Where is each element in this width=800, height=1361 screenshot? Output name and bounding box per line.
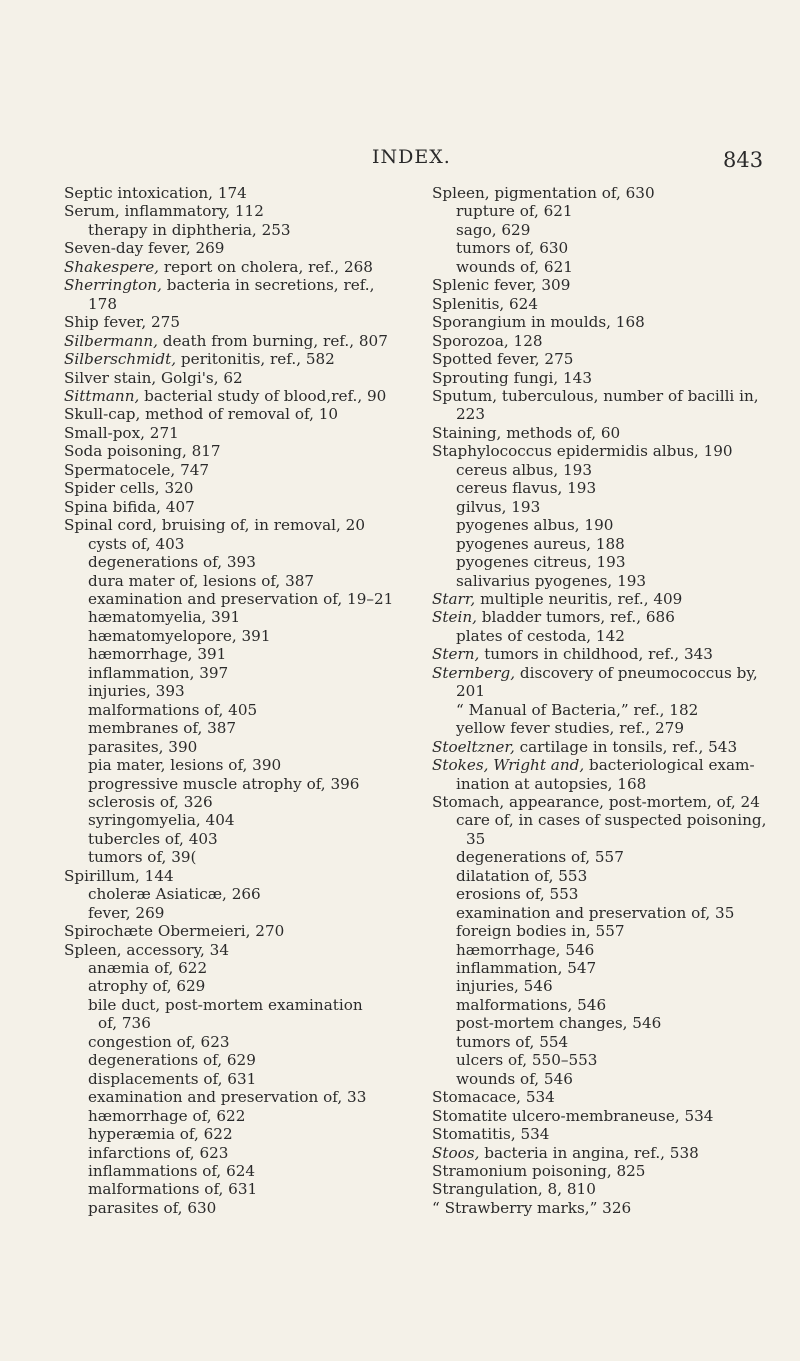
index-entry-text: bladder tumors, ref., 686: [476, 608, 675, 627]
index-entry-text: syringomyelia, 404: [88, 811, 235, 830]
index-entry-text: wounds of, 621: [456, 257, 573, 276]
index-entry-text: “ Strawberry marks,” 326: [432, 1198, 632, 1217]
index-entry-text: parasites, 390: [88, 737, 198, 756]
index-entry-text: multiple neuritis, ref., 409: [475, 589, 683, 608]
index-entry-text: cysts of, 403: [88, 534, 185, 553]
index-entry-text: gilvus, 193: [456, 497, 541, 516]
index-entry: [432, 977, 772, 995]
index-entry-text: hæmatomyelopore, 391: [88, 626, 271, 645]
index-entry: [64, 1199, 404, 1217]
index-entry: [432, 221, 772, 239]
index-entry-text: erosions of, 553: [456, 885, 579, 904]
index-entry-text: hæmatomyelia, 391: [88, 608, 241, 627]
index-entry-text: care of, in cases of suspected poisoning,: [456, 811, 767, 830]
index-entry-text: Ship fever, 275: [64, 313, 181, 332]
index-entry-text: Skull-cap, method of removal of, 10: [64, 405, 339, 424]
index-entry: [432, 1162, 772, 1180]
index-entry: [64, 313, 404, 331]
index-entry-text: injuries, 546: [456, 977, 553, 996]
index-entry-text: bile duct, post-mortem examination: [88, 995, 363, 1014]
index-entry: [432, 553, 772, 571]
index-entry-author: Silberschmidt,: [64, 350, 177, 369]
index-entry: [432, 645, 772, 663]
index-entry: [64, 959, 404, 977]
index-entry-text: plates of cestoda, 142: [456, 626, 625, 645]
index-entry-text: degenerations of, 629: [88, 1051, 256, 1070]
index-entry: [432, 276, 772, 294]
index-entry-text: hyperæmia of, 622: [88, 1125, 233, 1144]
index-entry: [64, 405, 404, 423]
index-entry-text: Soda poisoning, 817: [64, 442, 221, 461]
index-entry-text: bacteria in secretions, ref.,: [161, 276, 375, 295]
index-entry-text: tumors in childhood, ref., 343: [479, 645, 713, 664]
index-entry: [64, 1162, 404, 1180]
index-entry-text: cereus albus, 193: [456, 460, 592, 479]
index-entry: [64, 867, 404, 885]
index-entry: [432, 904, 772, 922]
index-entry: [432, 442, 772, 460]
index-entry-text: Spirochæte Obermeieri, 270: [64, 922, 285, 941]
index-entry-author: Starr,: [432, 589, 476, 608]
index-entry-text: wounds of, 546: [456, 1069, 573, 1088]
index-entry-text: tumors of, 630: [456, 239, 569, 258]
index-entry-text: hæmorrhage, 391: [88, 645, 227, 664]
index-entry-text: examination and preservation of, 19–21: [88, 589, 394, 608]
index-entry: [64, 756, 404, 774]
index-entry-text: “ Manual of Bacteria,” ref., 182: [456, 700, 699, 719]
index-entry-text: sclerosis of, 326: [88, 792, 213, 811]
index-entry-text: 201: [456, 682, 485, 701]
index-entry-text: Stomatitis, 534: [432, 1125, 550, 1144]
index-entry-text: hæmorrhage, 546: [456, 940, 595, 959]
index-column-right: [432, 184, 772, 1217]
index-entry: [64, 848, 404, 866]
index-entry: [432, 1014, 772, 1032]
index-entry: [432, 184, 772, 202]
index-entry: [64, 922, 404, 940]
index-entry: [64, 276, 404, 294]
index-entry: [432, 239, 772, 257]
index-entry: [432, 498, 772, 516]
index-entry: [432, 479, 772, 497]
index-entry: [432, 535, 772, 553]
index-entry: [64, 885, 404, 903]
index-column-left: [64, 184, 404, 1217]
index-entry: [432, 608, 772, 626]
index-entry: [64, 202, 404, 220]
index-entry-text: post-mortem changes, 546: [456, 1014, 662, 1033]
index-entry: [64, 996, 404, 1014]
index-entry-text: Strangulation, 8, 810: [432, 1180, 596, 1199]
index-entry-text: bacteriological exam-: [584, 756, 755, 775]
index-entry: [432, 1107, 772, 1125]
index-entry: [432, 590, 772, 608]
index-entry: [432, 1051, 772, 1069]
index-entry-text: hæmorrhage of, 622: [88, 1106, 246, 1125]
index-entry: [64, 664, 404, 682]
index-entry-text: Spider cells, 320: [64, 479, 194, 498]
index-entry: [64, 221, 404, 239]
index-entry-text: ulcers of, 550–553: [456, 1051, 598, 1070]
index-entry: [64, 1144, 404, 1162]
index-entry-text: Splenic fever, 309: [432, 276, 571, 295]
index-entry: [432, 313, 772, 331]
index-entry: [432, 996, 772, 1014]
index-entry: [432, 1070, 772, 1088]
index-entry-text: Staphylococcus epidermidis albus, 190: [432, 442, 733, 461]
index-entry-author: Stein,: [432, 608, 477, 627]
index-entry-author: Sherrington,: [64, 276, 162, 295]
index-entry: [432, 682, 772, 700]
index-entry-text: examination and preservation of, 35: [456, 903, 735, 922]
index-entry: [64, 387, 404, 405]
index-entry-text: cereus flavus, 193: [456, 479, 597, 498]
index-entry-text: examination and preservation of, 33: [88, 1088, 367, 1107]
index-entry: [432, 701, 772, 719]
index-entry: [64, 184, 404, 202]
index-entry: [432, 461, 772, 479]
index-entry: [64, 553, 404, 571]
index-entry-text: yellow fever studies, ref., 279: [456, 719, 685, 738]
index-entry-text: Spinal cord, bruising of, in removal, 20: [64, 516, 366, 535]
index-entry: [64, 775, 404, 793]
index-entry: [64, 1014, 404, 1032]
index-entry-text: Spirillum, 144: [64, 866, 174, 885]
index-entry-text: malformations of, 405: [88, 700, 258, 719]
index-entry: [432, 738, 772, 756]
index-entry: [64, 830, 404, 848]
index-entry-text: tumors of, 554: [456, 1032, 569, 1051]
index-entry-text: inflammation, 397: [88, 663, 229, 682]
index-entry: [64, 295, 404, 313]
index-entry: [432, 959, 772, 977]
index-entry: [64, 479, 404, 497]
index-entry-text: Small-pox, 271: [64, 423, 179, 442]
index-entry-text: inflammation, 547: [456, 959, 597, 978]
index-entry: [64, 1051, 404, 1069]
index-entry-text: therapy in diphtheria, 253: [88, 220, 291, 239]
index-entry: [432, 848, 772, 866]
index-entry-text: Stomatite ulcero-membraneuse, 534: [432, 1106, 714, 1125]
index-entry: [64, 1180, 404, 1198]
index-entry-text: 35: [466, 829, 486, 848]
index-entry-text: parasites of, 630: [88, 1198, 217, 1217]
index-entry: [432, 1125, 772, 1143]
index-entry: [432, 350, 772, 368]
index-entry: [432, 424, 772, 442]
index-entry: [432, 867, 772, 885]
index-entry-text: Spotted fever, 275: [432, 350, 574, 369]
index-entry: [432, 1088, 772, 1106]
index-entry-text: tumors of, 39(: [88, 848, 197, 867]
index-entry: [64, 1125, 404, 1143]
index-entry-text: fever, 269: [88, 903, 165, 922]
index-entry-text: Sputum, tuberculous, number of bacilli in,: [432, 386, 759, 405]
index-entry-text: ination at autopsies, 168: [456, 774, 647, 793]
index-entry: [64, 498, 404, 516]
index-entry-text: malformations, 546: [456, 995, 607, 1014]
page-title: INDEX.: [372, 146, 451, 168]
index-entry-text: pyogenes aureus, 188: [456, 534, 625, 553]
index-entry: [64, 701, 404, 719]
index-entry: [432, 664, 772, 682]
index-entry: [64, 1107, 404, 1125]
index-entry: [64, 627, 404, 645]
index-entry: [64, 369, 404, 387]
index-entry: [64, 590, 404, 608]
page-header: [0, 146, 800, 176]
index-entry-text: of, 736: [98, 1014, 151, 1033]
index-entry: [64, 941, 404, 959]
index-entry: [64, 719, 404, 737]
index-entry: [432, 775, 772, 793]
index-entry-author: Stoeltzner,: [432, 737, 515, 756]
index-entry: [64, 572, 404, 590]
index-entry: [64, 1070, 404, 1088]
index-entry: [432, 387, 772, 405]
index-entry-text: Spermatocele, 747: [64, 460, 210, 479]
index-entry: [64, 811, 404, 829]
index-entry-text: Spleen, accessory, 34: [64, 940, 229, 959]
index-entry-author: Stokes, Wright and,: [432, 756, 585, 775]
index-entry: [432, 332, 772, 350]
index-entry: [432, 885, 772, 903]
index-entry: [432, 1180, 772, 1198]
index-entry-author: Stoos,: [432, 1143, 480, 1162]
index-entry: [64, 608, 404, 626]
index-entry-text: report on cholera, ref., 268: [159, 257, 373, 276]
index-entry-text: Sprouting fungi, 143: [432, 368, 593, 387]
index-entry-author: Stern,: [432, 645, 480, 664]
index-entry: [64, 793, 404, 811]
index-entry-text: discovery of pneumococcus by,: [515, 663, 758, 682]
index-entry: [64, 424, 404, 442]
index-entry-text: bacteria in angina, ref., 538: [479, 1143, 699, 1162]
index-entry: [432, 369, 772, 387]
index-entry-text: Stomach, appearance, post-mortem, of, 24: [432, 792, 760, 811]
index-entry-text: displacements of, 631: [88, 1069, 257, 1088]
index-entry-text: Seven-day fever, 269: [64, 239, 225, 258]
index-entry-text: Sporozoa, 128: [432, 331, 543, 350]
index-entry: [432, 1144, 772, 1162]
index-entry: [64, 332, 404, 350]
index-entry-text: peritonitis, ref., 582: [176, 350, 335, 369]
index-entry-text: atrophy of, 629: [88, 977, 206, 996]
index-entry: [432, 830, 772, 848]
index-entry-text: bacterial study of blood,ref., 90: [139, 386, 387, 405]
index-entry-text: salivarius pyogenes, 193: [456, 571, 647, 590]
index-entry-text: Spina bifida, 407: [64, 497, 195, 516]
index-entry-text: degenerations of, 557: [456, 848, 624, 867]
index-entry: [64, 535, 404, 553]
index-entry-text: Splenitis, 624: [432, 294, 539, 313]
index-entry-text: degenerations of, 393: [88, 553, 256, 572]
index-entry-text: Sporangium in moulds, 168: [432, 313, 645, 332]
index-entry: [64, 904, 404, 922]
index-entry-text: Stomacace, 534: [432, 1088, 555, 1107]
index-entry: [432, 811, 772, 829]
index-entry: [432, 756, 772, 774]
index-entry-text: rupture of, 621: [456, 202, 573, 221]
index-entry: [64, 645, 404, 663]
index-entry-text: death from burning, ref., 807: [157, 331, 388, 350]
index-entry-text: progressive muscle atrophy of, 396: [88, 774, 360, 793]
index-entry: [432, 405, 772, 423]
index-entry-author: Silbermann,: [64, 331, 158, 350]
index-entry-text: dilatation of, 553: [456, 866, 588, 885]
index-entry-text: sago, 629: [456, 220, 531, 239]
index-entry-author: Sternberg,: [432, 663, 516, 682]
index-entry: [64, 516, 404, 534]
index-entry-text: Serum, inflammatory, 112: [64, 202, 264, 221]
index-entry: [432, 627, 772, 645]
index-entry: [64, 682, 404, 700]
index-entry: [64, 1088, 404, 1106]
index-entry: [432, 295, 772, 313]
index-entry: [64, 461, 404, 479]
index-entry-text: Septic intoxication, 174: [64, 184, 247, 202]
index-entry-text: dura mater of, lesions of, 387: [88, 571, 315, 590]
index-entry: [432, 572, 772, 590]
index-entry-author: Shakespere,: [64, 257, 160, 276]
index-entry: [64, 738, 404, 756]
index-entry-text: cartilage in tonsils, ref., 543: [514, 737, 738, 756]
index-entry-text: Silver stain, Golgi's, 62: [64, 368, 243, 387]
index-entry: [432, 941, 772, 959]
index-entry-text: congestion of, 623: [88, 1032, 230, 1051]
index-entry: [64, 258, 404, 276]
index-entry: [432, 922, 772, 940]
index-entry-author: Sittmann,: [64, 386, 140, 405]
index-entry: [432, 516, 772, 534]
index-entry-text: anæmia of, 622: [88, 959, 208, 978]
index-entry-text: tubercles of, 403: [88, 829, 218, 848]
index-entry-text: malformations of, 631: [88, 1180, 258, 1199]
index-entry-text: pyogenes citreus, 193: [456, 553, 626, 572]
index-entry-text: injuries, 393: [88, 682, 185, 701]
index-entry-text: Staining, methods of, 60: [432, 423, 621, 442]
index-entry: [64, 1033, 404, 1051]
index-entry: [432, 793, 772, 811]
index-entry-text: 223: [456, 405, 485, 424]
index-entry: [64, 977, 404, 995]
index-entry-text: Stramonium poisoning, 825: [432, 1162, 646, 1181]
index-entry-text: membranes of, 387: [88, 719, 237, 738]
index-entry: [64, 442, 404, 460]
index-entry-text: Spleen, pigmentation of, 630: [432, 184, 655, 202]
index-entry: [64, 350, 404, 368]
index-entry: [432, 1199, 772, 1217]
index-entry-text: 178: [88, 294, 117, 313]
index-entry-text: pyogenes albus, 190: [456, 516, 614, 535]
index-entry: [432, 258, 772, 276]
index-entry-text: inflammations of, 624: [88, 1162, 256, 1181]
page-number: 843: [723, 148, 764, 172]
index-entry: [432, 1033, 772, 1051]
index-entry-text: pia mater, lesions of, 390: [88, 756, 282, 775]
index-entry: [432, 719, 772, 737]
index-entry-text: infarctions of, 623: [88, 1143, 229, 1162]
index-entry-text: foreign bodies in, 557: [456, 922, 625, 941]
index-entry: [64, 239, 404, 257]
index-entry-text: choleræ Asiaticæ, 266: [88, 885, 261, 904]
index-entry: [432, 202, 772, 220]
